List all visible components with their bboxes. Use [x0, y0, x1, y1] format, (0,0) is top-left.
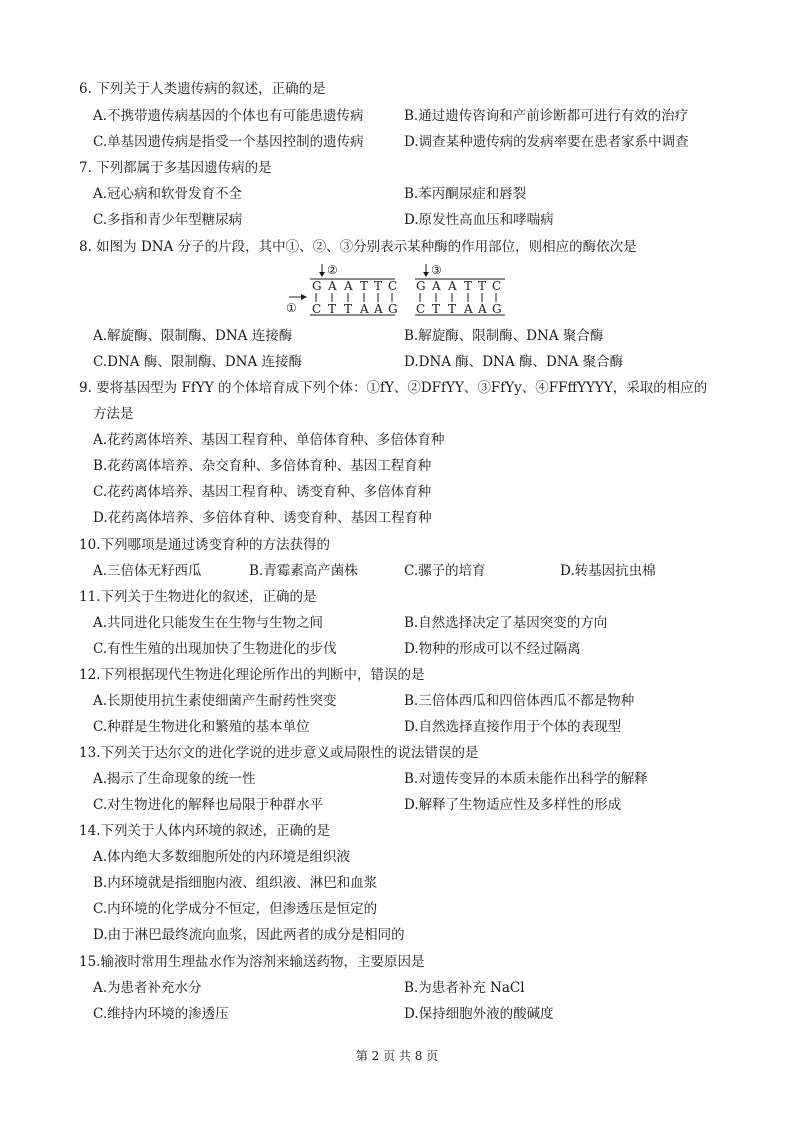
bottom-base: A — [478, 302, 487, 316]
question-6-option-c: C.单基因遗传病是指受一个基因控制的遗传病 — [93, 134, 364, 150]
question-7-stem: 7. 下列都属于多基因遗传病的是 — [79, 160, 272, 176]
base-pair-bonds — [316, 293, 496, 302]
question-14-option-c: C.内环境的化学成分不恒定，但渗透压是恒定的 — [93, 901, 378, 917]
question-11-stem: 11.下列关于生物进化的叙述，正确的是 — [79, 589, 317, 605]
top-base: A — [344, 279, 353, 293]
question-15-option-a: A.为患者补充水分 — [93, 980, 202, 996]
top-base: C — [492, 279, 502, 293]
top-base: T — [464, 279, 473, 293]
question-11-option-d: D.物种的形成可以不经过隔离 — [404, 641, 581, 657]
question-8-option-a: A.解旋酶、限制酶、DNA 连接酶 — [93, 328, 293, 344]
marker-2: ② — [327, 263, 338, 277]
question-13-option-d: D.解释了生物适应性及多样性的形成 — [404, 797, 622, 813]
question-11-option-c: C.有性生殖的出现加快了生物进化的步伐 — [93, 641, 337, 657]
question-9-option-d: D.花药离体培养、多倍体育种、诱变育种、基因工程育种 — [93, 510, 432, 526]
question-12-option-b: B.三倍体西瓜和四倍体西瓜不都是物种 — [404, 693, 635, 709]
bottom-base: G — [388, 302, 398, 316]
question-8-option-b: B.解旋酶、限制酶、DNA 聚合酶 — [404, 328, 604, 344]
question-8-option-c: C.DNA 酶、限制酶、DNA 连接酶 — [93, 354, 302, 370]
question-7-option-a: A.冠心病和软骨发育不全 — [93, 186, 243, 202]
question-13-option-b: B.对遗传变异的本质未能作出科学的解释 — [404, 771, 648, 787]
top-base: T — [478, 279, 487, 293]
question-14-option-b: B.内环境就是指细胞内液、组织液、淋巴和血浆 — [93, 875, 378, 891]
bottom-base: A — [374, 302, 383, 316]
top-base: T — [360, 279, 369, 293]
top-base: A — [328, 279, 337, 293]
question-6-option-a: A.不携带遗传病基因的个体也有可能患遗传病 — [93, 108, 364, 124]
question-13-option-c: C.对生物进化的解释也局限于种群水平 — [93, 797, 324, 813]
question-7-option-b: B.苯丙酮尿症和唇裂 — [404, 186, 527, 202]
question-6-option-d: D.调查某种遗传病的发病率要在患者家系中调查 — [404, 134, 689, 150]
question-15-option-d: D.保持细胞外液的酸碱度 — [404, 1006, 554, 1022]
question-8-option-d: D.DNA 酶、DNA 酶、DNA 聚合酶 — [404, 354, 624, 370]
top-base: G — [312, 279, 322, 293]
question-6-stem: 6. 下列关于人类遗传病的叙述，正确的是 — [79, 81, 326, 97]
question-15-stem: 15.输液时常用生理盐水作为溶剂来输送药物，主要原因是 — [79, 954, 425, 970]
question-12-option-c: C.种群是生物进化和繁殖的基本单位 — [93, 719, 310, 735]
arrow-1-head — [301, 294, 307, 300]
question-8-stem: 8. 如图为 DNA 分子的片段，其中①、②、③分别表示某种酶的作用部位，则相应的酶依次是 — [79, 239, 637, 255]
question-10-option-a: A.三倍体无籽西瓜 — [93, 563, 202, 579]
question-15-option-c: C.维持内环境的渗透压 — [93, 1006, 229, 1022]
question-11-option-a: A.共同进化只能发生在生物与生物之间 — [93, 615, 324, 631]
top-base: A — [432, 279, 441, 293]
bottom-base: T — [344, 302, 353, 316]
top-base: A — [448, 279, 457, 293]
question-14-stem: 14.下列关于人体内环境的叙述，正确的是 — [79, 823, 330, 839]
question-12-option-a: A.长期使用抗生素使细菌产生耐药性突变 — [93, 693, 337, 709]
arrow-3-head — [423, 272, 429, 277]
question-13-option-a: A.揭示了生命现象的统一性 — [93, 771, 256, 787]
question-7-option-c: C.多指和青少年型糖尿病 — [93, 212, 243, 228]
arrow-2-head — [319, 272, 325, 277]
bottom-base: A — [464, 302, 473, 316]
question-9-stem-continued: 方法是 — [93, 406, 134, 422]
page-footer: 第 2 页 共 8 页 — [355, 1049, 439, 1063]
marker-3: ③ — [431, 263, 442, 277]
question-14-option-d: D.由于淋巴最终流向血浆，因此两者的成分是相同的 — [93, 927, 405, 943]
question-10-option-c: C.骡子的培育 — [404, 563, 486, 579]
top-base: C — [388, 279, 398, 293]
bottom-base: T — [432, 302, 441, 316]
question-11-option-b: B.自然选择决定了基因突变的方向 — [404, 615, 608, 631]
question-12-option-d: D.自然选择直接作用于个体的表现型 — [404, 719, 622, 735]
question-9-stem: 9. 要将基因型为 FfYY 的个体培育成下列个体：①fY、②DFfYY、③FfYy、④FFffYYYY，采取的相应的 — [79, 380, 708, 396]
question-9-option-b: B.花药离体培养、杂交育种、多倍体育种、基因工程育种 — [93, 458, 432, 474]
bottom-base: C — [312, 302, 322, 316]
bottom-base: T — [448, 302, 457, 316]
question-13-stem: 13.下列关于达尔文的进化学说的进步意义或局限性的说法错误的是 — [79, 745, 479, 761]
bottom-base: A — [360, 302, 369, 316]
question-7-option-d: D.原发性高血压和哮喘病 — [404, 212, 554, 228]
question-9-option-c: C.花药离体培养、基因工程育种、诱变育种、多倍体育种 — [93, 484, 432, 500]
question-10-option-d: D.转基因抗虫棉 — [560, 563, 656, 579]
marker-1: ① — [286, 301, 297, 315]
question-9-option-a: A.花药离体培养、基因工程育种、单倍体育种、多倍体育种 — [93, 432, 445, 448]
bottom-base: G — [492, 302, 502, 316]
bottom-base: C — [416, 302, 426, 316]
question-10-option-b: B.青霉素高产菌株 — [249, 563, 358, 579]
dna-fragment-figure — [285, 262, 515, 322]
top-base: G — [416, 279, 426, 293]
question-10-stem: 10.下列哪项是通过诱变育种的方法获得的 — [79, 537, 330, 553]
question-15-option-b: B.为患者补充 NaCl — [404, 980, 525, 996]
question-14-option-a: A.体内绝大多数细胞所处的内环境是组织液 — [93, 849, 351, 865]
question-12-stem: 12.下列根据现代生物进化理论所作出的判断中，错误的是 — [79, 667, 425, 683]
question-6-option-b: B.通过遗传咨询和产前诊断都可进行有效的治疗 — [404, 108, 689, 124]
bottom-base: T — [328, 302, 337, 316]
top-base: T — [374, 279, 383, 293]
